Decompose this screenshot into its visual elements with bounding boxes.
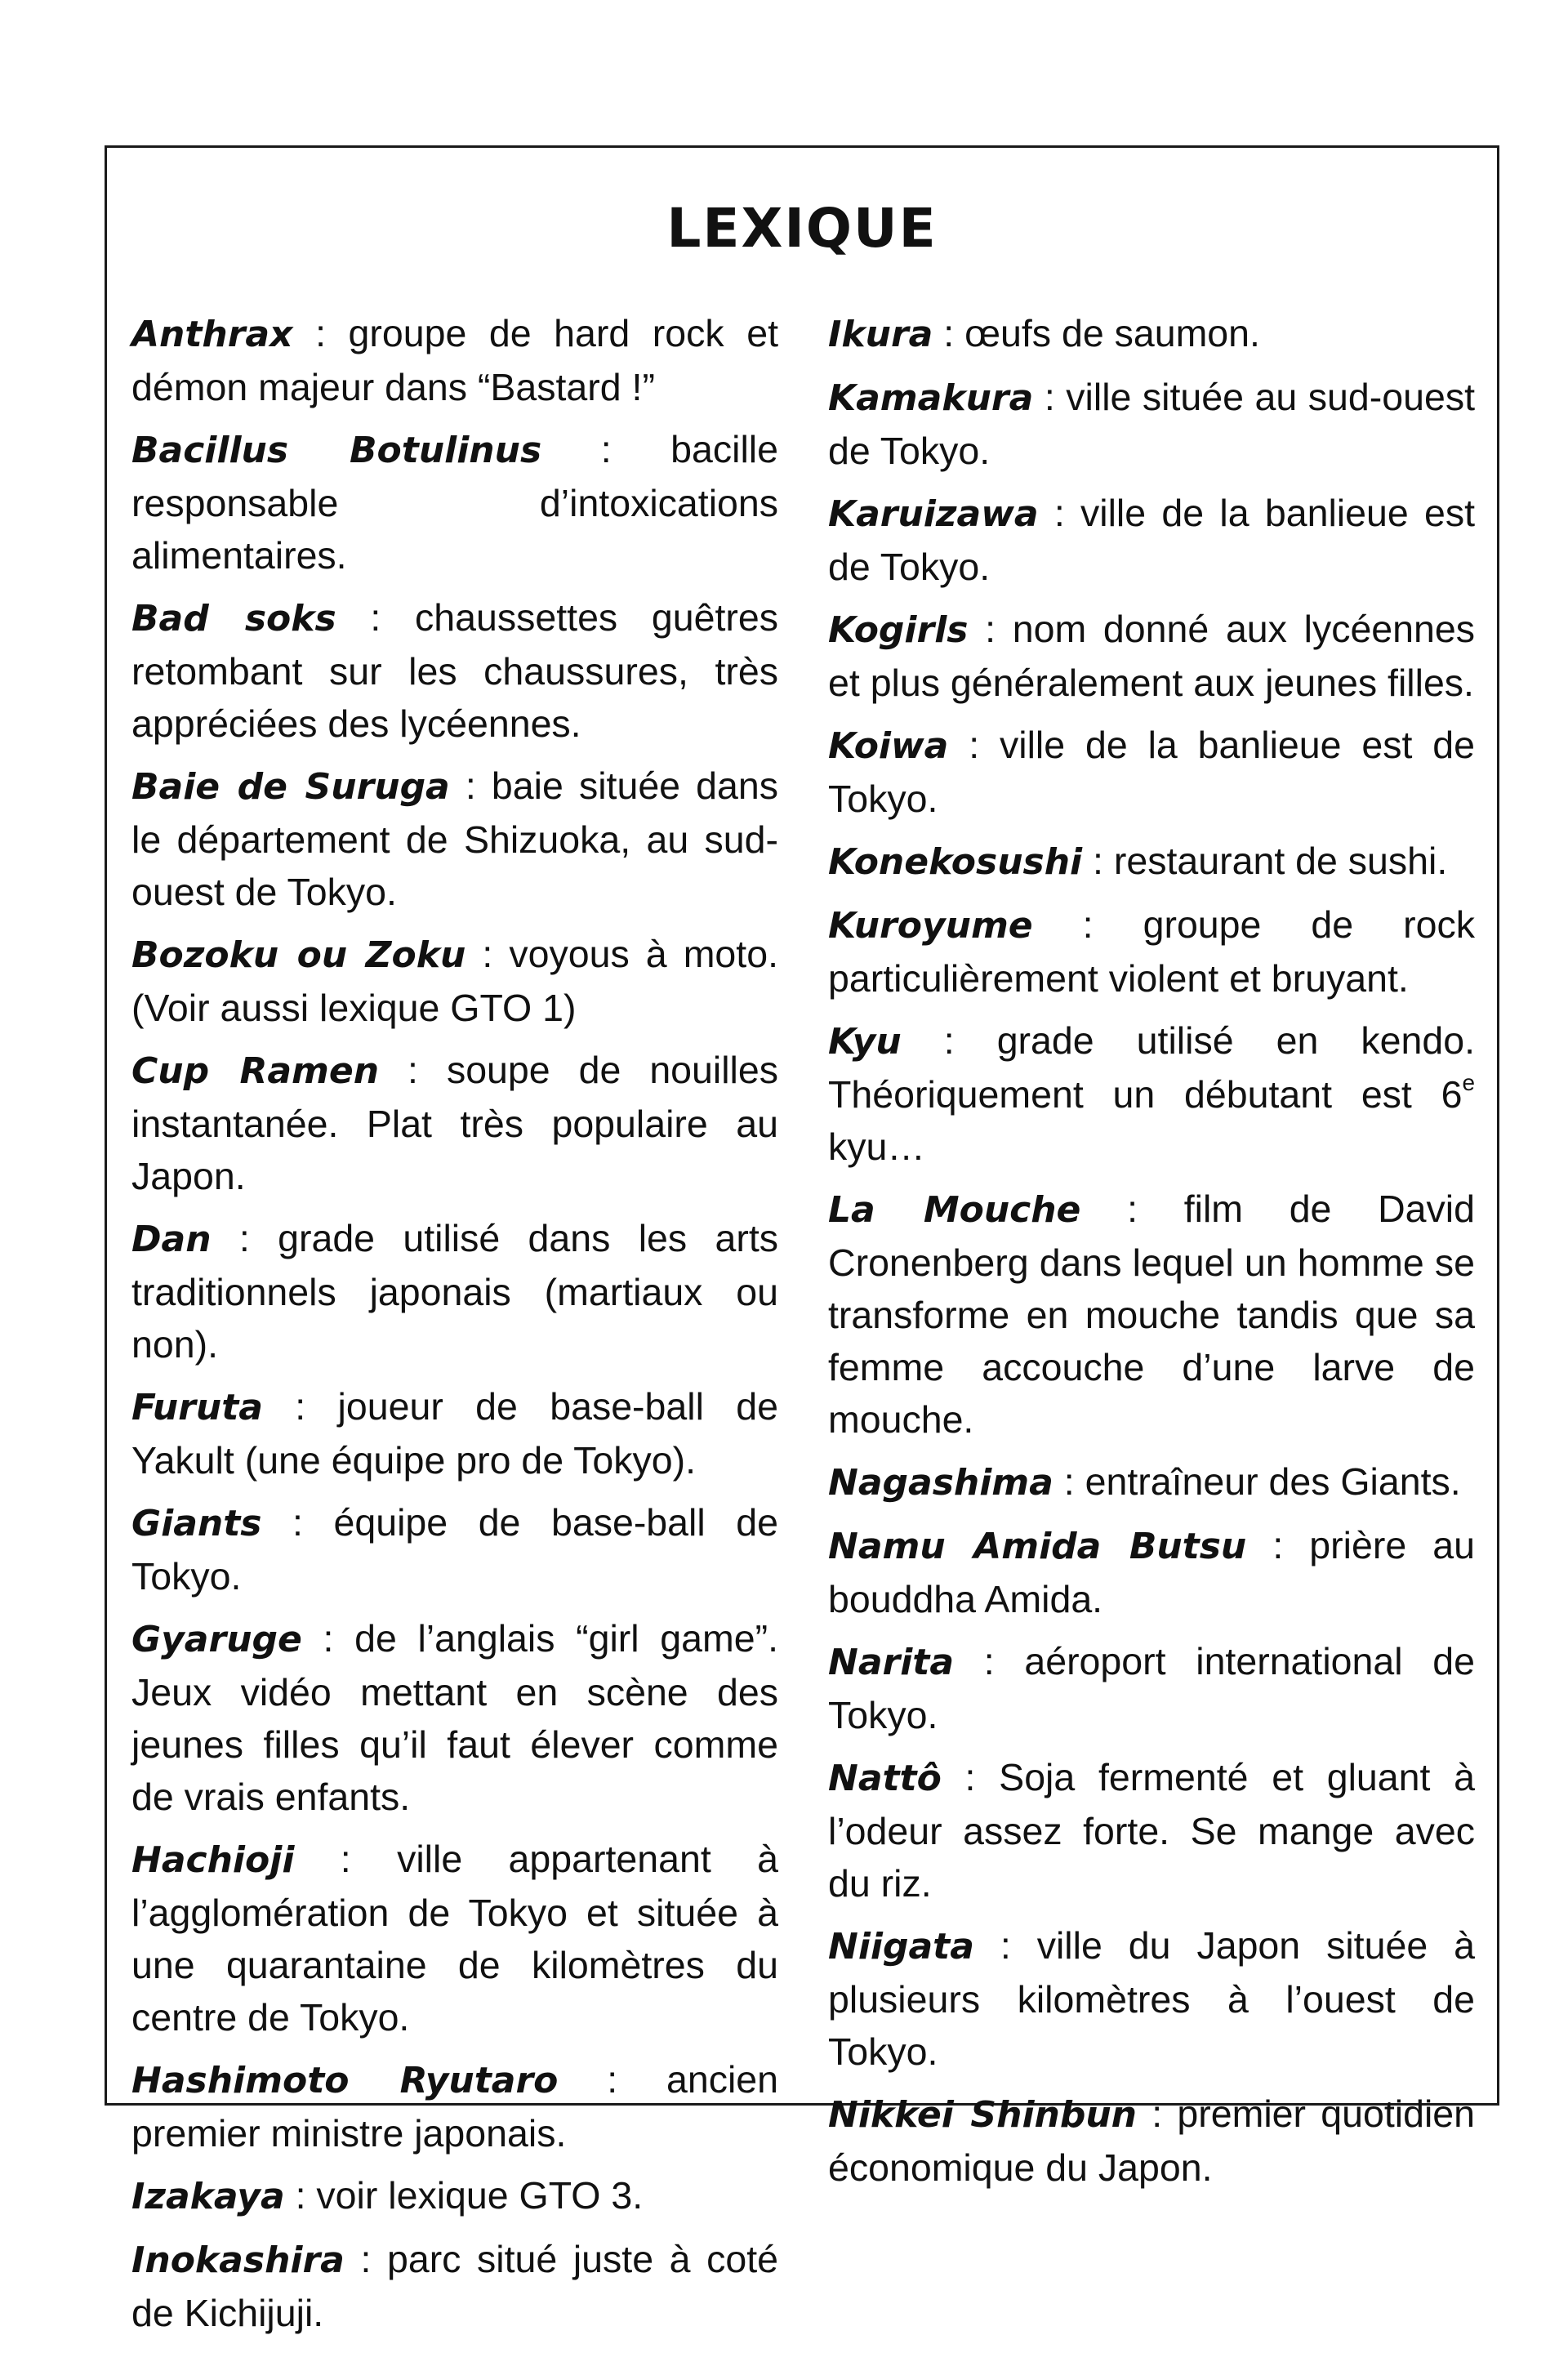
lexique-entry-namu-amida-butsu — [828, 1519, 1475, 1625]
entry-definition: : ville de la banlieue est de Tokyo. — [828, 724, 1475, 820]
lexique-entry-la-mouche — [828, 1183, 1475, 1446]
entry-definition: : soupe de nouilles instantanée. Plat très populaire au Japon. — [131, 1049, 779, 1197]
lexique-entry-bacillus-botulinus — [131, 423, 778, 582]
entry-term: Hachioji — [131, 1839, 295, 1881]
entry-term: Gyaruge — [131, 1619, 302, 1660]
entry-term: Bacillus Botulinus — [131, 430, 542, 471]
entry-definition: : restaurant de sushi. — [1082, 840, 1448, 882]
entry-definition: : groupe de rock particulièrement violent et bruyant. — [828, 903, 1475, 1000]
entry-term: Namu Amida Butsu — [828, 1526, 1247, 1567]
lexique-entry-cup-ramen — [131, 1044, 778, 1202]
entry-definition: : ville de la banlieue est de Tokyo. — [828, 492, 1475, 588]
lexique-entry-hachioji — [131, 1833, 778, 2043]
entry-definition: : grade utilisé dans les arts traditionnels japonais (martiaux ou non). — [131, 1217, 778, 1366]
lexique-box — [105, 145, 1499, 2334]
lexique-entry-hashimoto-ryutaro — [131, 2053, 778, 2159]
entry-definition: : Soja fermenté et gluant à l’odeur assez forte. Se mange avec du riz. — [828, 1756, 1475, 1905]
entry-term: Nattô — [828, 1758, 942, 1799]
ordinal-superscript: e — [1462, 1070, 1475, 1096]
entry-term: Anthrax — [131, 314, 293, 355]
entry-definition: : joueur de base-ball de Yakult (une équipe pro de Tokyo). — [131, 1385, 778, 1482]
entry-term: Bozoku ou Zoku — [131, 934, 466, 976]
entry-term: Ikura — [828, 314, 933, 355]
page-title: LEXIQUE — [666, 197, 938, 260]
entry-term: La Mouche — [828, 1189, 1081, 1231]
lexique-entry-niigata — [828, 1919, 1475, 2078]
entry-definition: : ville située au sud-ouest de Tokyo. — [828, 376, 1475, 472]
lexique-entry-kyu — [828, 1014, 1475, 1173]
lexique-entry-ikura — [828, 307, 1475, 361]
entry-definition: : ville du Japon située à plusieurs kilomètres à l’ouest de Tokyo. — [828, 1924, 1475, 2073]
entry-definition: : équipe de base-ball de Tokyo. — [131, 1501, 778, 1598]
entry-term: Inokashira — [131, 2239, 345, 2281]
entry-term: Giants — [131, 1503, 262, 1544]
lexique-entry-karuizawa — [828, 487, 1475, 593]
entry-definition: : ancien premier ministre japonais. — [131, 2058, 778, 2155]
entry-term: Konekosushi — [828, 841, 1083, 883]
lexique-entry-inokashira — [131, 2233, 778, 2339]
lexique-entry-narita — [828, 1635, 1475, 1741]
entry-definition: : bacille responsable d’intoxications alimentaires. — [131, 428, 778, 577]
lexique-entry-koiwa — [828, 719, 1475, 825]
lexique-entry-nikkei-shinbun — [828, 2088, 1475, 2194]
right-column — [828, 307, 1475, 2204]
entry-term: Izakaya — [131, 2176, 285, 2217]
entry-term: Baie de Suruga — [131, 766, 450, 808]
entry-definition: : nom donné aux lycéennes et plus généralement aux jeunes filles. — [828, 608, 1475, 704]
lexique-entry-konekosushi — [828, 835, 1475, 889]
lexique-entry-anthrax — [131, 307, 778, 413]
lexique-entry-dan — [131, 1212, 778, 1370]
entry-term: Hashimoto Ryutaro — [131, 2060, 559, 2101]
entry-definition: : parc situé juste à coté de Kichijuji. — [131, 2238, 778, 2334]
entry-definition: : grade utilisé en kendo. Théoriquement un débutant est 6 — [828, 1019, 1475, 1116]
entry-term: Kamakura — [828, 377, 1034, 419]
lexique-entry-bad-soks — [131, 591, 778, 750]
lexique-entry-bozoku — [131, 928, 778, 1034]
entry-term: Nikkei Shinbun — [828, 2094, 1137, 2136]
lexique-entry-kuroyume — [828, 898, 1475, 1005]
entry-definition: : ville appartenant à l’agglomération de Tokyo et située à une quarantaine de kilomètres du centre de Tokyo. — [131, 1838, 778, 2039]
entry-term: Niigata — [828, 1926, 974, 1968]
entry-definition: : groupe de hard rock et démon majeur dans “Bastard !” — [131, 312, 778, 408]
entry-definition: : œufs de saumon. — [933, 312, 1260, 354]
entry-definition: : aéroport international de Tokyo. — [828, 1640, 1475, 1736]
lexique-entry-furuta — [131, 1380, 778, 1486]
entry-term: Kogirls — [828, 609, 969, 651]
entry-term: Cup Ramen — [131, 1050, 380, 1092]
entry-term: Kyu — [828, 1021, 902, 1063]
entry-definition: : voir lexique GTO 3. — [284, 2174, 644, 2217]
entry-term: Kuroyume — [828, 905, 1033, 947]
entry-term: Koiwa — [828, 725, 949, 767]
entry-definition: : prière au bouddha Amida. — [828, 1524, 1475, 1620]
entry-definition: : chaussettes guêtres retombant sur les chaussures, très appréciées des lycéennes. — [131, 596, 778, 745]
lexique-entry-izakaya — [131, 2169, 778, 2223]
entry-term: Bad soks — [131, 598, 336, 639]
lexique-entry-natto — [828, 1751, 1475, 1910]
lexique-entry-kamakura — [828, 371, 1475, 477]
entry-definition: : entraîneur des Giants. — [1053, 1460, 1461, 1503]
left-column — [131, 307, 778, 2349]
entry-term: Furuta — [131, 1387, 263, 1428]
entry-definition-end: kyu… — [828, 1125, 925, 1168]
entry-definition: : baie située dans le département de Shizuoka, au sud-ouest de Tokyo. — [131, 764, 778, 913]
lexique-entry-kogirls — [828, 603, 1475, 709]
entry-term: Karuizawa — [828, 493, 1039, 535]
entry-term: Nagashima — [828, 1462, 1054, 1504]
entry-term: Dan — [131, 1219, 212, 1260]
entry-term: Narita — [828, 1642, 955, 1683]
entry-definition: : de l’anglais “girl game”. Jeux vidéo mettant en scène des jeunes filles qu’il faut élever comme de vrais enfants. — [131, 1617, 778, 1818]
entry-definition: : film de David Cronenberg dans lequel un homme se transforme en mouche tandis que sa femme accouche d’une larve de mouche. — [828, 1188, 1475, 1441]
lexique-entry-gyaruge — [131, 1612, 778, 1823]
lexique-entry-giants — [131, 1496, 778, 1602]
lexique-entry-baie-de-suruga — [131, 760, 778, 918]
lexique-entry-nagashima — [828, 1455, 1475, 1509]
entry-definition: : premier quotidien économique du Japon. — [828, 2092, 1476, 2189]
entry-definition: : voyous à moto. (Voir aussi lexique GTO 1) — [131, 933, 778, 1029]
